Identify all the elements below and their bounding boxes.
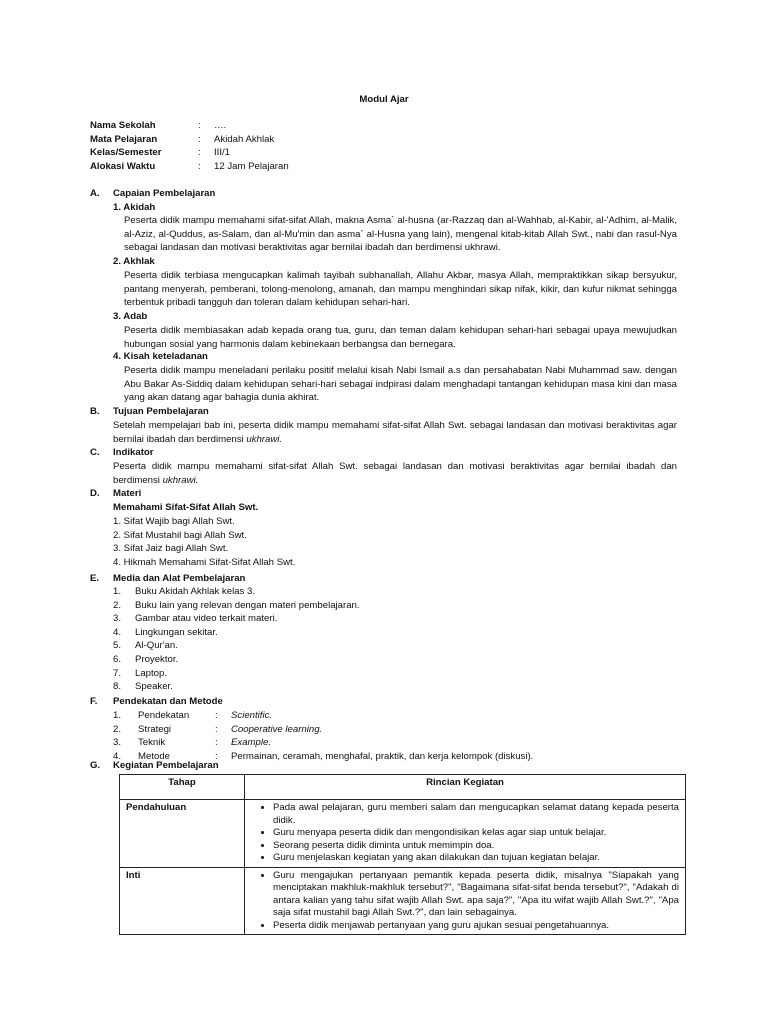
list-colon: : (215, 737, 218, 749)
identity-row (90, 133, 289, 147)
approach-list (113, 709, 533, 763)
paragraph-text: Peserta didik terbiasa mengucapkan kalimah tayibah subhanallah, Allahu Akbar, masya Allah, mempraktikkan sikap bersyukur, pantang menyerah, pemberani, tolong-menolong, amanah, dan mampu menghindari sikap nifak, kikir, dan kufur nikmat sehingga terbentuk pribadi tangguh dan toleran dalam kehidupan sehari-hari. (124, 270, 677, 309)
paragraph (124, 324, 677, 351)
section-a-heading (90, 187, 215, 201)
list-label: Metode (138, 750, 170, 762)
list-item (113, 667, 360, 681)
list-item (113, 736, 533, 750)
table-detail-cell (245, 800, 686, 868)
paragraph-text: Peserta didik mampu meneladani perilaku positif melalui kisah Nabi Ismail a.s dan persahabatan Nabi Muhammad saw. dengan Abu Bakar As-Siddiq dalam kehidupan sehari-hari sebagai indpirasi dalam menghadapi tantangan kehidupan masa kini dan masa yang akan datang agar bahagia dunia akhirat. (124, 365, 677, 404)
identity-value: Akidah Akhlak (214, 133, 275, 145)
paragraph-text: Peserta didik mampu memahami sifat-sifat Allah, makna Asma` al-husna (ar-Razzaq dan al-Wahhab, al-Kabir, al-'Adhim, al-Malik, al-Aziz, al-Quddus, as-Salam, dan al-Mu'min dan asma` al-Husna yang lain), mengenal kitab-kitab Allah Swt., nabi dan rasul-Nya sebagai landasan dan motivasi beraktivitas agar bernilai ibadah dan berdimensi ukhrawi. (124, 215, 677, 254)
table-stage-cell: Inti (120, 867, 245, 935)
paragraph (124, 269, 677, 310)
identity-label: Nama Sekolah (90, 120, 156, 131)
identity-label: Kelas/Semester (90, 147, 162, 159)
paragraph-emphasis: ukhrawi. (246, 433, 283, 445)
section-title: Kegiatan Pembelajaran (113, 760, 219, 771)
section-letter: D. (90, 488, 100, 499)
table-header: Rincian Kegiatan (245, 775, 686, 800)
list-value: Permainan, ceramah, menghafal, praktik, dan kerja kelompok (diskusi). (231, 750, 534, 762)
bullet-item: • Guru mengajukan pertanyaan pemantik kepada peserta didik, misalnya "Siapakah yang menciptakan makhluk-makhluk tersebut?", "Bagaimana sifat-sifat benda tersebut?", "Adakah di antara kalian yang tahu sifat wajib Allah Swt. apa saja?", "Apa itu wifat wajib Allah Swt.?", "Apa saja sifat mustahil bagi Allah Swt.?", dan lain sebagainya. (273, 870, 679, 920)
paragraph-emphasis: ukhrawi. (162, 474, 199, 486)
identity-colon: : (198, 120, 201, 131)
section-title: Tujuan Pembelajaran (113, 406, 209, 417)
list-label: Pendekatan (138, 710, 190, 721)
list-text: Laptop. (135, 667, 168, 679)
bullet-item: • Peserta didik menjawab pertanyaan yang guru ajukan sesuai pengetahuannya. (273, 920, 679, 933)
list-item (113, 680, 360, 694)
table-detail-cell (245, 867, 686, 935)
list-number: 1. (113, 710, 122, 721)
list-item (113, 709, 533, 723)
section-g-heading (90, 759, 219, 773)
section-letter: E. (90, 573, 100, 584)
page-title: Modul Ajar (359, 94, 409, 105)
bullet-item: • Pada awal pelajaran, guru memberi salam dan mengucapkan selamat datang kepada peserta didik. (273, 802, 679, 827)
paragraph-text: Peserta didik membiasakan adab kepada orang tua, guru, dan teman dalam kehidupan sehari-hari sebagai upaya mewujudkan hubungan sosial yang harmonis dalam kebinekaan berbangsa dan bernegara. (124, 325, 677, 350)
paragraph (113, 419, 677, 446)
list-number: 7. (113, 667, 122, 679)
section-title: Indikator (113, 447, 154, 458)
identity-colon: : (198, 147, 201, 159)
list-label: Teknik (138, 737, 166, 749)
list-text: Gambar atau video terkait materi. (135, 613, 278, 625)
bullet-list (251, 870, 679, 933)
list-number: 1. (113, 586, 122, 597)
identity-colon: : (198, 160, 201, 172)
bullet-item: • Guru menjelaskan kegiatan yang akan dilakukan dan tujuan kegiatan belajar. (273, 852, 679, 865)
list-item (113, 585, 360, 599)
list-number: 6. (113, 653, 122, 665)
list-number: 4. (113, 750, 122, 762)
section-letter: F. (90, 696, 98, 707)
paragraph (113, 460, 677, 487)
section-title: Pendekatan dan Metode (113, 696, 223, 707)
list-text: Lingkungan sekitar. (135, 626, 218, 638)
list-item: 4. Hikmah Memahami Sifat-Sifat Allah Swt. (113, 556, 296, 568)
list-item: 2. Sifat Mustahil bagi Allah Swt. (113, 529, 247, 541)
list-number: 3. (113, 737, 122, 749)
list-number: 2. (113, 599, 122, 611)
list-text: Al-Qur'an. (135, 640, 178, 652)
subsection-title: 1. Akidah (113, 202, 156, 213)
bullet-item: • Seorang peserta didik diminta untuk memimpin doa. (273, 840, 679, 853)
list-item (113, 626, 360, 640)
table-row (120, 867, 686, 935)
paragraph-text: Peserta didik mampu memahami sifat-sifat Allah Swt. sebagai landasan dan motivasi beraktivitas agar bernilai ibadah dan berdimensi (113, 461, 677, 486)
list-item (113, 639, 360, 653)
list-item (113, 723, 533, 737)
section-title: Capaian Pembelajaran (113, 188, 216, 199)
list-item: 3. Sifat Jaiz bagi Allah Swt. (113, 543, 229, 555)
table-header: Tahap (120, 775, 245, 800)
list-item: 1. Sifat Wajib bagi Allah Swt. (113, 516, 235, 527)
list-colon: : (215, 710, 218, 721)
identity-row (90, 146, 289, 160)
section-letter: G. (90, 760, 101, 771)
section-letter: C. (90, 447, 100, 458)
list-text: Buku lain yang relevan dengan materi pembelajaran. (135, 599, 360, 611)
activity-table (119, 774, 686, 935)
list-colon: : (215, 723, 218, 735)
list-number: 4. (113, 626, 122, 638)
bullet-item: • Guru menyapa peserta didik dan mengondisikan kelas agar siap untuk belajar. (273, 827, 679, 840)
list-item (113, 599, 360, 613)
identity-table (90, 119, 289, 173)
table-row (120, 800, 686, 868)
subsection-title: 4. Kisah keteladanan (113, 351, 208, 362)
paragraph (124, 364, 677, 405)
identity-label: Mata Pelajaran (90, 133, 158, 145)
identity-value: 12 Jam Pelajaran (214, 160, 289, 172)
list-label: Strategi (138, 723, 172, 735)
table-header-row (120, 775, 686, 800)
media-list (113, 585, 360, 694)
list-item (113, 653, 360, 667)
list-number: 8. (113, 681, 122, 693)
identity-row (90, 160, 289, 174)
list-value: Scientific. (231, 710, 273, 721)
paragraph (124, 214, 677, 255)
section-letter: B. (90, 406, 100, 417)
section-e-heading (90, 572, 245, 586)
subsection-title: Memahami Sifat-Sifat Allah Swt. (113, 502, 259, 513)
identity-value: …. (214, 120, 227, 131)
section-c-heading (90, 446, 154, 460)
identity-value: III/1 (214, 147, 230, 159)
list-colon: : (215, 750, 218, 762)
subsection-title: 2. Akhlak (113, 256, 155, 267)
section-letter: A. (90, 188, 100, 199)
list-text: Proyektor. (135, 653, 179, 665)
section-f-heading (90, 695, 223, 709)
paragraph-text: Setelah mempelajari bab ini, peserta didik mampu memahami sifat-sifat Allah Swt. sebagai landasan dan motivasi beraktivitas agar bernilai ibadah dan berdimensi (113, 420, 677, 445)
table-stage-cell: Pendahuluan (120, 800, 245, 868)
list-item (113, 612, 360, 626)
list-number: 5. (113, 640, 122, 652)
list-text: Speaker. (135, 681, 173, 693)
list-value: Cooperative learning. (231, 723, 323, 735)
identity-row (90, 119, 289, 133)
list-number: 2. (113, 723, 122, 735)
subsection-title: 3. Adab (113, 311, 148, 322)
list-text: Buku Akidah Akhlak kelas 3. (135, 586, 255, 597)
section-title: Materi (113, 488, 142, 499)
identity-colon: : (198, 133, 201, 145)
section-title: Media dan Alat Pembelajaran (113, 573, 246, 584)
bullet-list (251, 802, 679, 865)
list-number: 3. (113, 613, 122, 625)
identity-label: Alokasi Waktu (90, 160, 156, 172)
section-b-heading (90, 405, 209, 419)
list-value: Example. (231, 737, 271, 749)
materi-list (113, 515, 295, 569)
section-d-heading (90, 487, 141, 501)
